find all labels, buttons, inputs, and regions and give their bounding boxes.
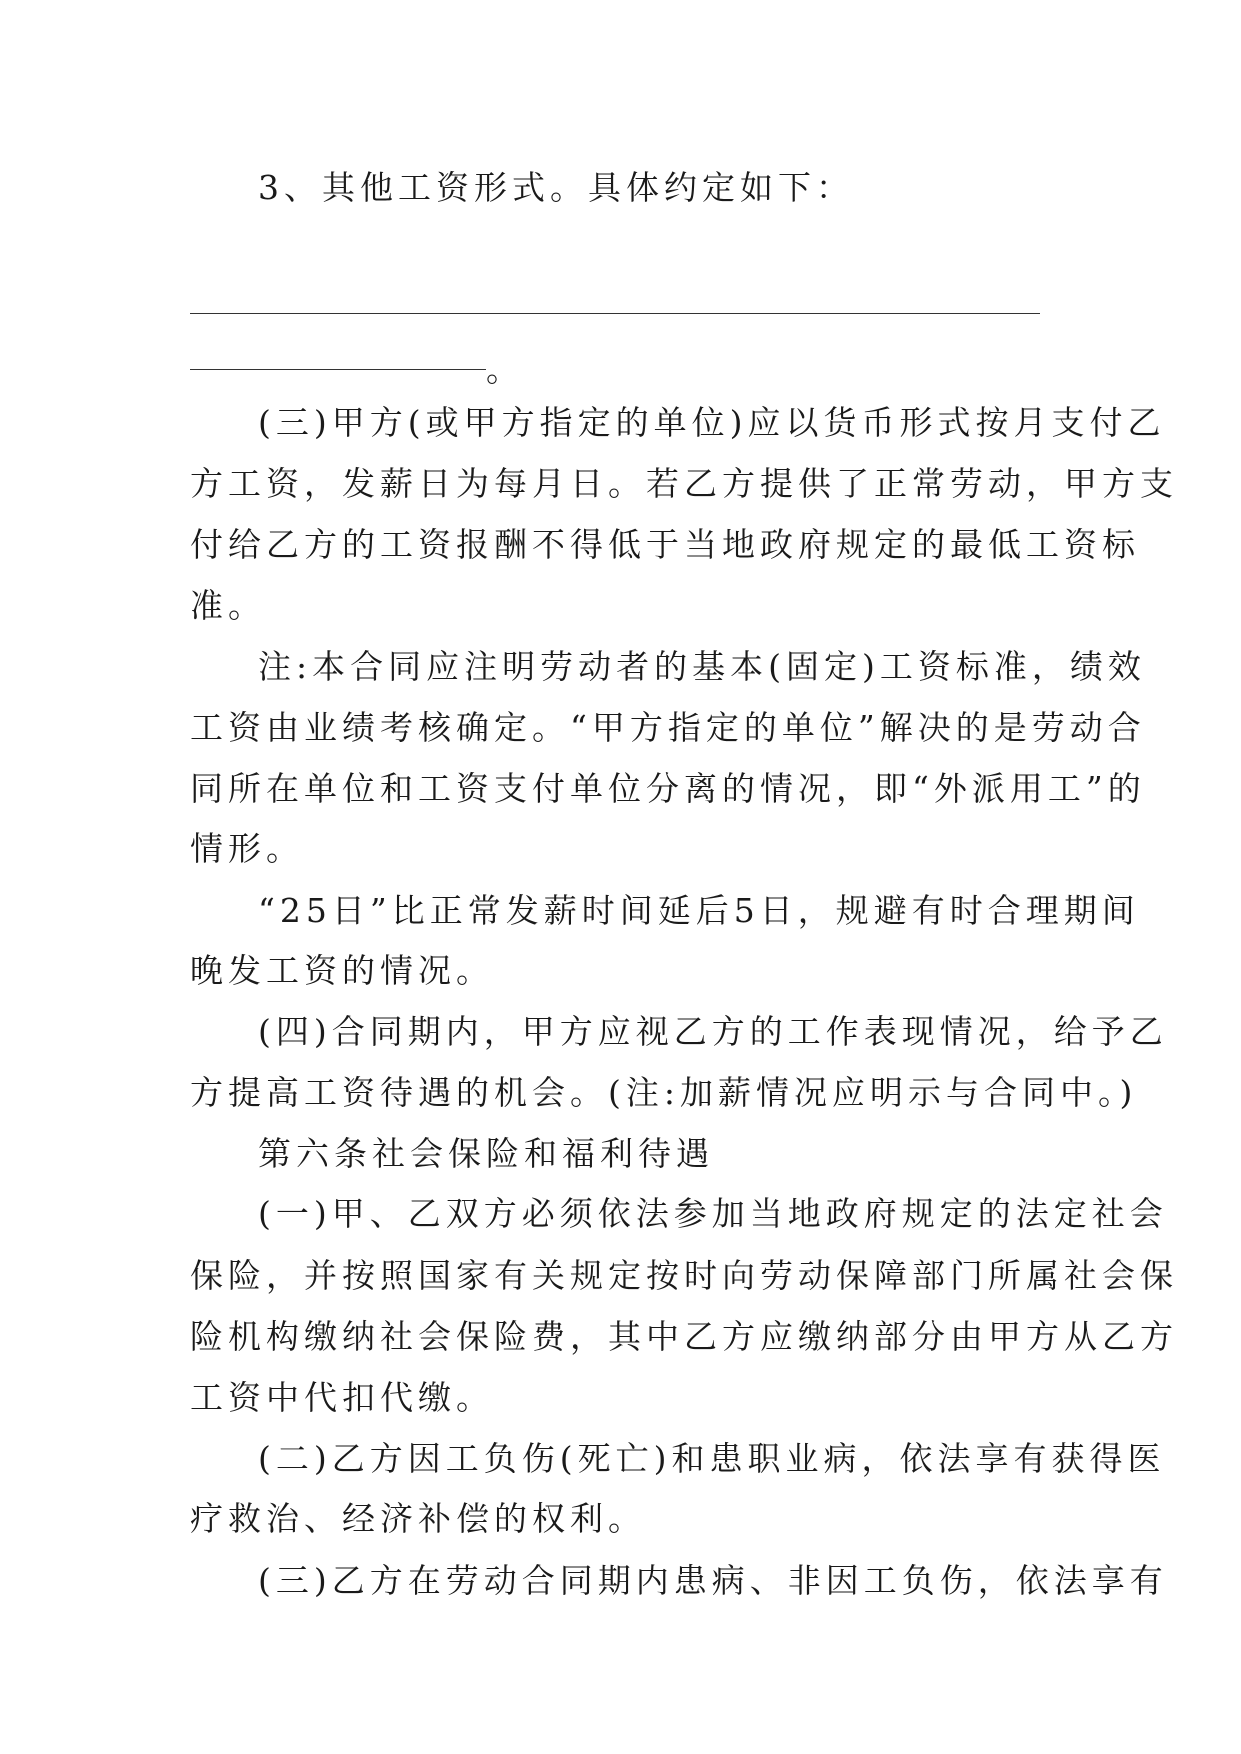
paragraph-line: 疗救治、经济补偿的权利。	[190, 1499, 646, 1538]
paragraph-line: 注:本合同应注明劳动者的基本(固定)工资标准，绩效	[258, 647, 1146, 686]
paragraph-line: (三)乙方在劳动合同期内患病、非因工负伤，依法享有	[258, 1561, 1168, 1600]
paragraph-line: 情形。	[190, 829, 304, 868]
paragraph-line: 方提高工资待遇的机会。(注:加薪情况应明示与合同中。)	[190, 1073, 1138, 1112]
fill-in-blank-line-1	[190, 313, 1040, 314]
paragraph-line: (二)乙方因工负伤(死亡)和患职业病，依法享有获得医	[258, 1439, 1166, 1478]
paragraph-line: 付给乙方的工资报酬不得低于当地政府规定的最低工资标	[190, 525, 1140, 564]
paragraph-line: 同所在单位和工资支付单位分离的情况，即“外派用工”的	[190, 769, 1146, 808]
blank-end-period: 。	[486, 350, 519, 389]
fill-in-blank-line-2	[190, 369, 486, 370]
paragraph-line: (三)甲方(或甲方指定的单位)应以货币形式按月支付乙	[258, 403, 1166, 442]
paragraph-line: 工资中代扣代缴。	[190, 1378, 494, 1417]
paragraph-line: 准。	[190, 586, 266, 625]
article-heading: 第六条社会保险和福利待遇	[258, 1134, 714, 1173]
paragraph-line: (一)甲、乙双方必须依法参加当地政府规定的法定社会	[258, 1194, 1168, 1233]
paragraph-line: 方工资，发薪日为每月日。若乙方提供了正常劳动，甲方支	[190, 464, 1178, 503]
clause-other-wage-forms: 3、其他工资形式。具体约定如下：	[258, 168, 854, 207]
paragraph-line: (四)合同期内，甲方应视乙方的工作表现情况，给予乙	[258, 1012, 1168, 1051]
paragraph-line: “25日”比正常发薪时间延后5日，规避有时合理期间	[258, 891, 1140, 930]
paragraph-line: 险机构缴纳社会保险费，其中乙方应缴纳部分由甲方从乙方	[190, 1317, 1178, 1356]
paragraph-line: 晚发工资的情况。	[190, 951, 494, 990]
paragraph-line: 工资由业绩考核确定。“甲方指定的单位”解决的是劳动合	[190, 708, 1146, 747]
paragraph-line: 保险，并按照国家有关规定按时向劳动保障部门所属社会保	[190, 1256, 1178, 1295]
